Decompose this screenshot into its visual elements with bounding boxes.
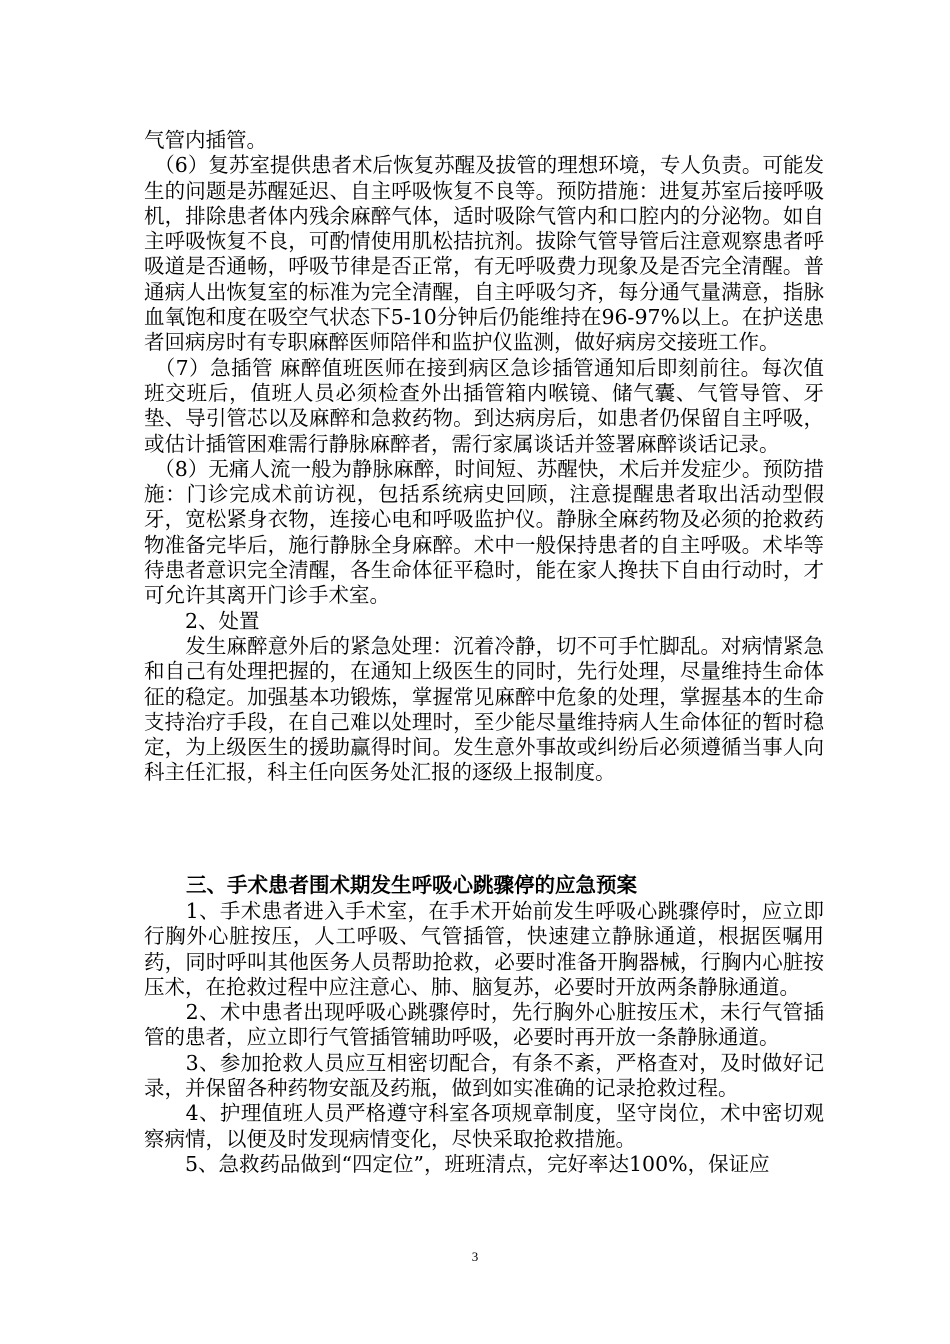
paragraph-8: （8）无痛人流一般为静脉麻醉，时间短、苏醒快，术后并发症少。预防措施：门诊完成术前访视，包括系统病史回顾，注意提醒患者取出活动型假牙，宽松紧身衣物，连接心电和呼吸监护仪。静脉全麻药物及必须的抢救药物准备完毕后，施行静脉全身麻醉。术中一般保持患者的自主呼吸。术毕等待患者意识完全清醒，各生命体征平稳时，能在家人搀扶下自由行动时，才可允许其离开门诊手术室。 (144, 456, 824, 608)
section-heading: 三、手术患者围术期发生呼吸心跳骤停的应急预案 (186, 873, 637, 897)
paragraph-continuation: 气管内插管。 (144, 128, 267, 152)
subheading-handling: 2、处置 (144, 608, 260, 633)
section-paragraph-4: 4、护理值班人员严格遵守科室各项规章制度，坚守岗位，术中密切观察病情，以便及时发现病情变化，尽快采取抢救措施。 (144, 1101, 824, 1151)
body-text-lower (144, 899, 824, 1177)
section-paragraph-2: 2、术中患者出现呼吸心跳骤停时，先行胸外心脏按压术，未行气管插管的患者，应立即行气管插管辅助呼吸，必要时再开放一条静脉通道。 (144, 1000, 824, 1050)
body-text-upper (144, 128, 824, 786)
section-paragraph-1: 1、手术患者进入手术室，在手术开始前发生呼吸心跳骤停时，应立即行胸外心脏按压，人工呼吸、气管插管，快速建立静脉通道，根据医嘱用药，同时呼叫其他医务人员帮助抢救，必要时准备开胸器械，行胸内心脏按压术，在抢救过程中应注意心、肺、脑复苏，必要时开放两条静脉通道。 (144, 899, 824, 999)
section-paragraph-3: 3、参加抢救人员应互相密切配合，有条不紊，严格查对，及时做好记录，并保留各种药物安瓿及药瓶，做到如实准确的记录抢救过程。 (144, 1050, 824, 1101)
paragraph-6: （6）复苏室提供患者术后恢复苏醒及拔管的理想环境，专人负责。可能发生的问题是苏醒延迟、自主呼吸恢复不良等。预防措施：进复苏室后接呼吸机，排除患者体内残余麻醉气体，适时吸除气管内和口腔内的分泌物。如自主呼吸恢复不良，可酌情使用肌松拮抗剂。拔除气管导管后注意观察患者呼吸道是否通畅，呼吸节律是否正常，有无呼吸费力现象及是否完全清醒。普通病人出恢复室的标准为完全清醒，自主呼吸匀齐，每分通气量满意，指脉血氧饱和度在吸空气状态下5-10分钟后仍能维持在96-97%以上。在护送患者回病房时有专职麻醉医师陪伴和监护仪监测，做好病房交接班工作。 (144, 153, 824, 355)
page-number: 3 (471, 1249, 479, 1264)
section-paragraph-5: 5、急救药品做到“四定位”，班班清点，完好率达100%，保证应 (144, 1151, 770, 1176)
paragraph-7: （7）急插管 麻醉值班医师在接到病区急诊插管通知后即刻前往。每次值班交班后，值班人员必须检查外出插管箱内喉镜、储气囊、气管导管、牙垫、导引管芯以及麻醉和急救药物。到达病房后，如患者仍保留自主呼吸，或估计插管困难需行静脉麻醉者，需行家属谈话并签署麻醉谈话记录。 (144, 355, 824, 456)
paragraph-handling: 发生麻醉意外后的紧急处理：沉着冷静，切不可手忙脚乱。对病情紧急和自己有处理把握的，在通知上级医生的同时，先行处理，尽量维持生命体征的稳定。加强基本功锻炼，掌握常见麻醉中危象的处理，掌握基本的生命支持治疗手段，在自己难以处理时，至少能尽量维持病人生命体征的暂时稳定，为上级医生的援助赢得时间。发生意外事故或纠纷后必须遵循当事人向科主任汇报，科主任向医务处汇报的逐级上报制度。 (144, 633, 824, 785)
